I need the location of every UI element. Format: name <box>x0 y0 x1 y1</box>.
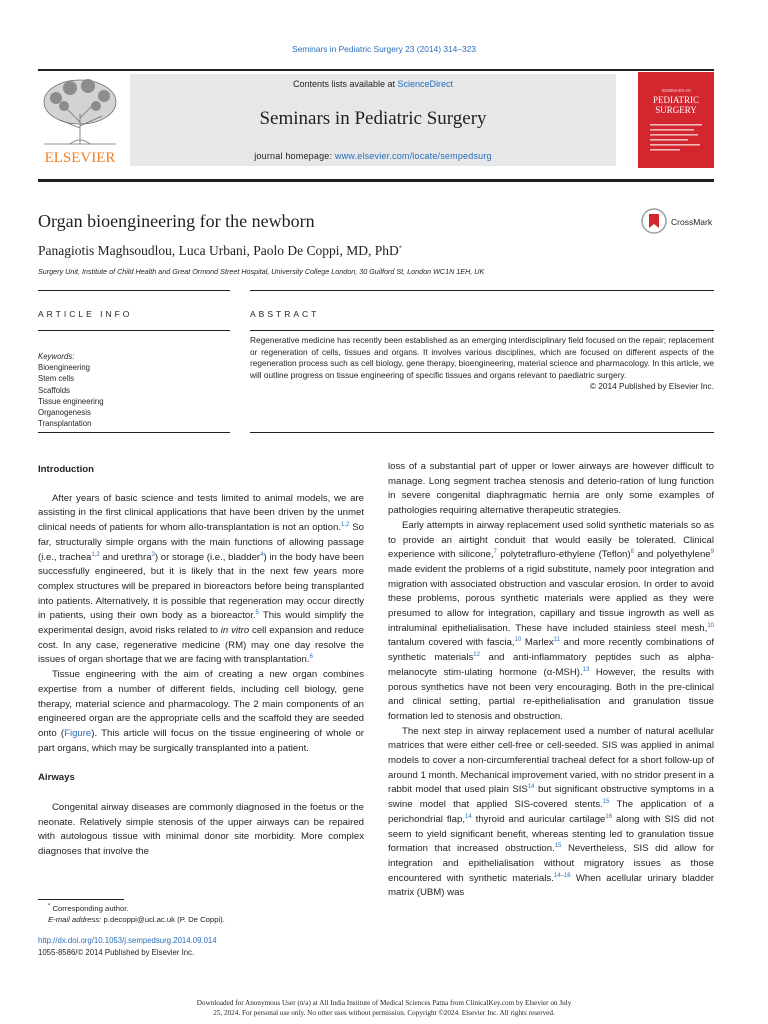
abstract-text-block <box>250 335 714 393</box>
body-column-right <box>388 460 714 901</box>
sciencedirect-link[interactable]: ScienceDirect <box>397 79 454 89</box>
authors-text: Panagiotis Maghsoudlou, Luca Urbani, Paolo De Coppi, MD, PhD <box>38 243 399 258</box>
keywords-block <box>38 351 104 429</box>
elsevier-logo[interactable] <box>36 74 124 166</box>
svg-text:SEMINARS IN: SEMINARS IN <box>661 88 691 93</box>
divider <box>38 330 230 331</box>
corresponding-author-mark[interactable]: * <box>398 245 402 252</box>
figure-link[interactable]: Figure <box>64 727 92 739</box>
email-label: E-mail address: <box>48 915 102 924</box>
crossmark-badge[interactable] <box>640 206 718 236</box>
body-paragraph: After years of basic science and tests limited to animal models, we are assisting in the first clinical applications that have been driven by the unmet clinical needs of patients for whom allo-transplantation is not an option.$^{1,2}$ So far, structurally simple organs with the main functions of allowing passage (i.e., trachea$^{1,2}$ and urethra$^3$) or storage (i.e., bladder$^4$) in the body have been successfully engineered, but it is likely that in the next few years more complex structures will be prepared in bioreactors before being transplanted into patients. Alternatively, it is possible that regeneration may occur directly in patients, using their own body as a bioreactor.$^5$ This would simplify the experimental design, avoid risks related to in vitro cell expansion and reduce cost. In any case, regenerative medicine (RM) may one day resolve the issues of organ shortage that we are facing with transplantation.$^6$ <box>38 492 364 666</box>
corresponding-author-footnote: * Corresponding author. E-mail address: p.decoppi@ucl.ac.uk (P. De Coppi). <box>48 903 225 924</box>
download-notice-line: Downloaded for Anonymous User (n/a) at All India Institute of Medical Sciences Patna from ClinicalKey.com by Elsevier on July <box>196 999 572 1007</box>
journal-homepage-line <box>130 151 616 161</box>
body-paragraph: loss of a substantial part of upper or lower airways are however difficult to manage. Long segment trachea stenosis and deterio-ration of lung function in severe congenital diaphragmatic hernia are only some examples of pathologies requiring alternative therapeutic strategies. <box>388 461 714 517</box>
doi-link[interactable]: http://dx.doi.org/10.1053/j.sempedsurg.2014.09.014 <box>38 936 217 945</box>
divider <box>250 330 714 331</box>
header-rule <box>38 69 714 71</box>
homepage-prefix: journal homepage: <box>254 151 335 161</box>
abstract-text: Regenerative medicine has recently been established as an emerging interdisciplinary field focused on the repair; replacement or regeneration of cells, tissues and organs. It involves various disciplines, which are focused on different aspects of the regeneration process such as cell biology, gene therapy, bioengineering, material science and pharmacology. In this article, we will outline progress on tissue engineering of specific tissues and organs relevant to paediatric surgery. <box>250 335 714 380</box>
contents-prefix: Contents lists available at <box>292 79 398 89</box>
section-heading-introduction: Introduction <box>38 464 94 475</box>
article-info-heading: ARTICLE INFO <box>38 309 133 319</box>
section-heading-airways: Airways <box>38 772 75 784</box>
journal-cover-thumbnail[interactable] <box>638 72 714 168</box>
abstract-heading: ABSTRACT <box>250 309 320 319</box>
divider <box>250 290 714 291</box>
keyword-item: Organogenesis <box>38 408 91 418</box>
keyword-item: Bioengineering <box>38 363 91 373</box>
keywords-label: Keywords: <box>38 352 75 361</box>
journal-name: Seminars in Pediatric Surgery <box>259 108 487 129</box>
elsevier-wordmark: ELSEVIER <box>44 150 116 166</box>
svg-text:SURGERY: SURGERY <box>655 105 697 115</box>
divider <box>38 290 230 291</box>
footnote-corresponding: Corresponding author. <box>52 904 129 913</box>
body-paragraph: The next step in airway replacement used a number of natural acellular matrices that were either cell-free or cell-seeded. SIS was applied in animal models to cover a non-circumferential tracheal defect for a short follow-up of around 1 month. Mechanical improvement varied, with no stridor present in a rabbit model that used plain SIS$^{14}$ but significant obstructive symptoms in a swine model that applied SIS-covered stents.$^{15}$ The application of a perichondrial flap,$^{14}$ thyroid and auricular cartilage$^{16}$ along with SIS did not seem to yield significant benefit, whereas stenting led to granulation tissue formation that increased obstruction.$^{15}$ Nevertheless, SIS did allow for integration and epithelialisation without migratory issues as those encountered with synthetic materials.$^{14-16}$ When acellular urinary bladder matrix (UBM) was <box>388 725 715 899</box>
keyword-item: Stem cells <box>38 374 74 384</box>
author-list <box>38 243 402 259</box>
issn-line: 1055-8586/© 2014 Published by Elsevier Inc. <box>38 948 195 957</box>
keyword-item: Scaffolds <box>38 385 70 395</box>
contents-line <box>130 79 616 89</box>
header-rule-thick <box>38 179 714 182</box>
body-paragraph: Early attempts in airway replacement used solid synthetic materials so as to provide an airtight conduit that would easily be tolerated. Clinical experience with silicone,$^7$ polytetrafluro-ethylene (Teflon)$^8$ and polyethylene$^9$ made evident the problems of a rigid substitute, namely poor integration and migration with associated obstruction and vascular erosion. In order to avoid these problems, porous synthetic materials were applied as they were presumed to allow for integration, capillary and tissue ingrowth as well as intraluminal epithelialisation. These have included stainless steel mesh,$^{10}$ tantalum covered with fascia,$^{10}$ Marlex$^{11}$ and more recently combinations of synthetic materials$^{12}$ and anti-inflammatory peptides such as alpha-melanocyte stim-ulating hormone (α-MSH).$^{13}$ However, the results with porous synthetics have not been very encouraging. Both in the pre-clinical and clinical setting, partial re-epithelialisation and granulation tissue formation led to stenosis and obstruction. <box>388 519 714 722</box>
journal-cover-image <box>638 72 714 168</box>
divider <box>38 432 230 433</box>
abstract-copyright: © 2014 Published by Elsevier Inc. <box>589 381 714 391</box>
svg-text:PEDIATRIC: PEDIATRIC <box>652 95 700 105</box>
crossmark-label: CrossMark <box>671 217 713 227</box>
article-title: Organ bioengineering for the newborn <box>38 211 315 231</box>
download-notice <box>0 999 768 1019</box>
author-affiliation: Surgery Unit, Institute of Child Health and Great Ormond Street Hospital, University College London, 30 Guilford St, London WC1N 1EH, UK <box>38 267 485 276</box>
keyword-item: Tissue engineering <box>38 396 104 406</box>
footnote-rule <box>38 899 124 900</box>
body-paragraph: Tissue engineering with the aim of creating a new organ combines expertise from a number of different fields, including cell biology, gene therapy, material science and pharmacology. The 2 main components of an engineered organ are the appropriate cells and the scaffold they are seeded onto (Figure). This article will focus on the tissue engineering of whole or part organs, which may be surgically transplanted into a patient. <box>38 669 364 754</box>
download-notice-line: 25, 2024. For personal use only. No other uses without permission. Copyright ©2024. Elsevier Inc. All rights reserved. <box>213 1008 555 1017</box>
body-column-left <box>38 463 364 860</box>
body-paragraph: Congenital airway diseases are commonly diagnosed in the foetus or the neonate. Relatively simple stenosis of the upper airways can be repaired with autologous tissue with minimal donor site morbidity. More complex diagnoses that involve the <box>38 802 364 858</box>
elsevier-tree-icon <box>36 74 124 166</box>
homepage-link[interactable]: www.elsevier.com/locate/sempedsurg <box>334 151 492 161</box>
email-address[interactable]: p.decoppi@ucl.ac.uk (P. De Coppi). <box>103 915 225 924</box>
keyword-item: Transplantation <box>38 419 92 429</box>
divider <box>250 432 714 433</box>
journal-citation[interactable]: Seminars in Pediatric Surgery 23 (2014) 314–323 <box>292 44 476 54</box>
